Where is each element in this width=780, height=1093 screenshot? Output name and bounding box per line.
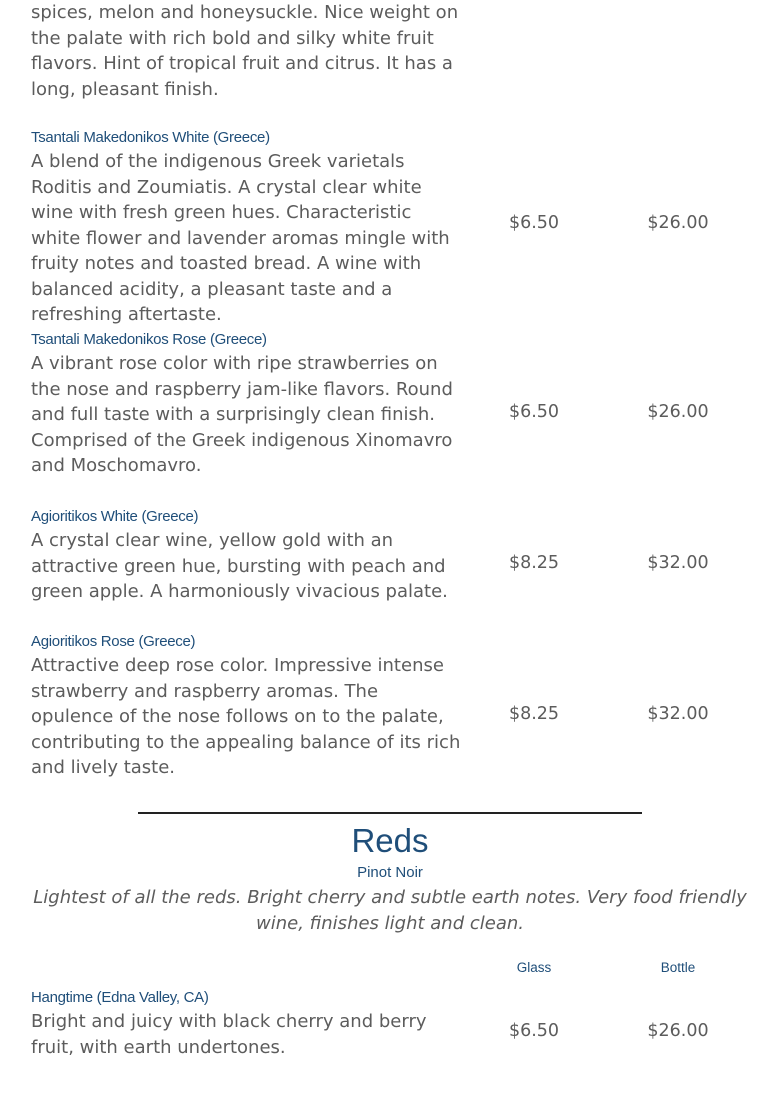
wine-description: A crystal clear wine, yellow gold with an attractive green hue, bursting with peach and green apple. A harmoniously vivacious palate. [31, 530, 448, 602]
glass-price: $6.50 [508, 213, 560, 233]
column-header-glass: Glass [516, 960, 552, 975]
wine-name: Agioritikos Rose (Greece) [31, 633, 196, 650]
wine-name: Agioritikos White (Greece) [31, 508, 199, 525]
section-divider [138, 812, 642, 814]
wine-item [31, 127, 751, 328]
wine-item [31, 631, 751, 781]
column-header-bottle: Bottle [660, 960, 696, 975]
wine-description: Attractive deep rose color. Impressive intense strawberry and raspberry aromas. The opulence of the nose follows on to the palate, contributing to the appealing balance of its rich and lively taste. [31, 655, 461, 778]
glass-price: $6.50 [508, 1021, 560, 1041]
bottle-price: $26.00 [647, 213, 709, 233]
wine-description: A vibrant rose color with ripe strawberries on the nose and raspberry jam-like flavors. Round and full taste with a surprisingly clean finish. Comprised of the Greek indigenous Xinomavro and Moschomavro. [31, 353, 453, 476]
wine-item [31, 329, 751, 479]
bottle-price: $26.00 [647, 1021, 709, 1041]
bottle-price: $26.00 [647, 402, 709, 422]
wine-name: Hangtime (Edna Valley, CA) [31, 989, 209, 1006]
wine-item [31, 506, 751, 605]
wine-description: spices, melon and honeysuckle. Nice weight on the palate with rich bold and silky white fruit flavors. Hint of tropical fruit and citrus. It has a long, pleasant finish. [31, 2, 459, 100]
glass-price: $8.25 [508, 704, 560, 724]
wine-name: Tsantali Makedonikos White (Greece) [31, 129, 270, 146]
section-note: Lightest of all the reds. Bright cherry and subtle earth notes. Very food friendly wine, finishes light and clean. [33, 887, 747, 934]
wine-name: Tsantali Makedonikos Rose (Greece) [31, 331, 267, 348]
wine-description: Bright and juicy with black cherry and berry fruit, with earth undertones. [31, 1011, 427, 1058]
wine-item [31, 987, 751, 1060]
wine-description: A blend of the indigenous Greek varietals Roditis and Zoumiatis. A crystal clear white wine with fresh green hues. Characteristic white flower and lavender aromas mingle with fruity notes and toasted bread. A wine with balanced acidity, a pleasant taste and a refreshing aftertaste. [31, 151, 450, 325]
bottle-price: $32.00 [647, 704, 709, 724]
bottle-price: $32.00 [647, 553, 709, 573]
glass-price: $6.50 [508, 402, 560, 422]
section-subtitle: Pinot Noir [357, 864, 423, 881]
section-title: Reds [351, 822, 429, 859]
glass-price: $8.25 [508, 553, 560, 573]
